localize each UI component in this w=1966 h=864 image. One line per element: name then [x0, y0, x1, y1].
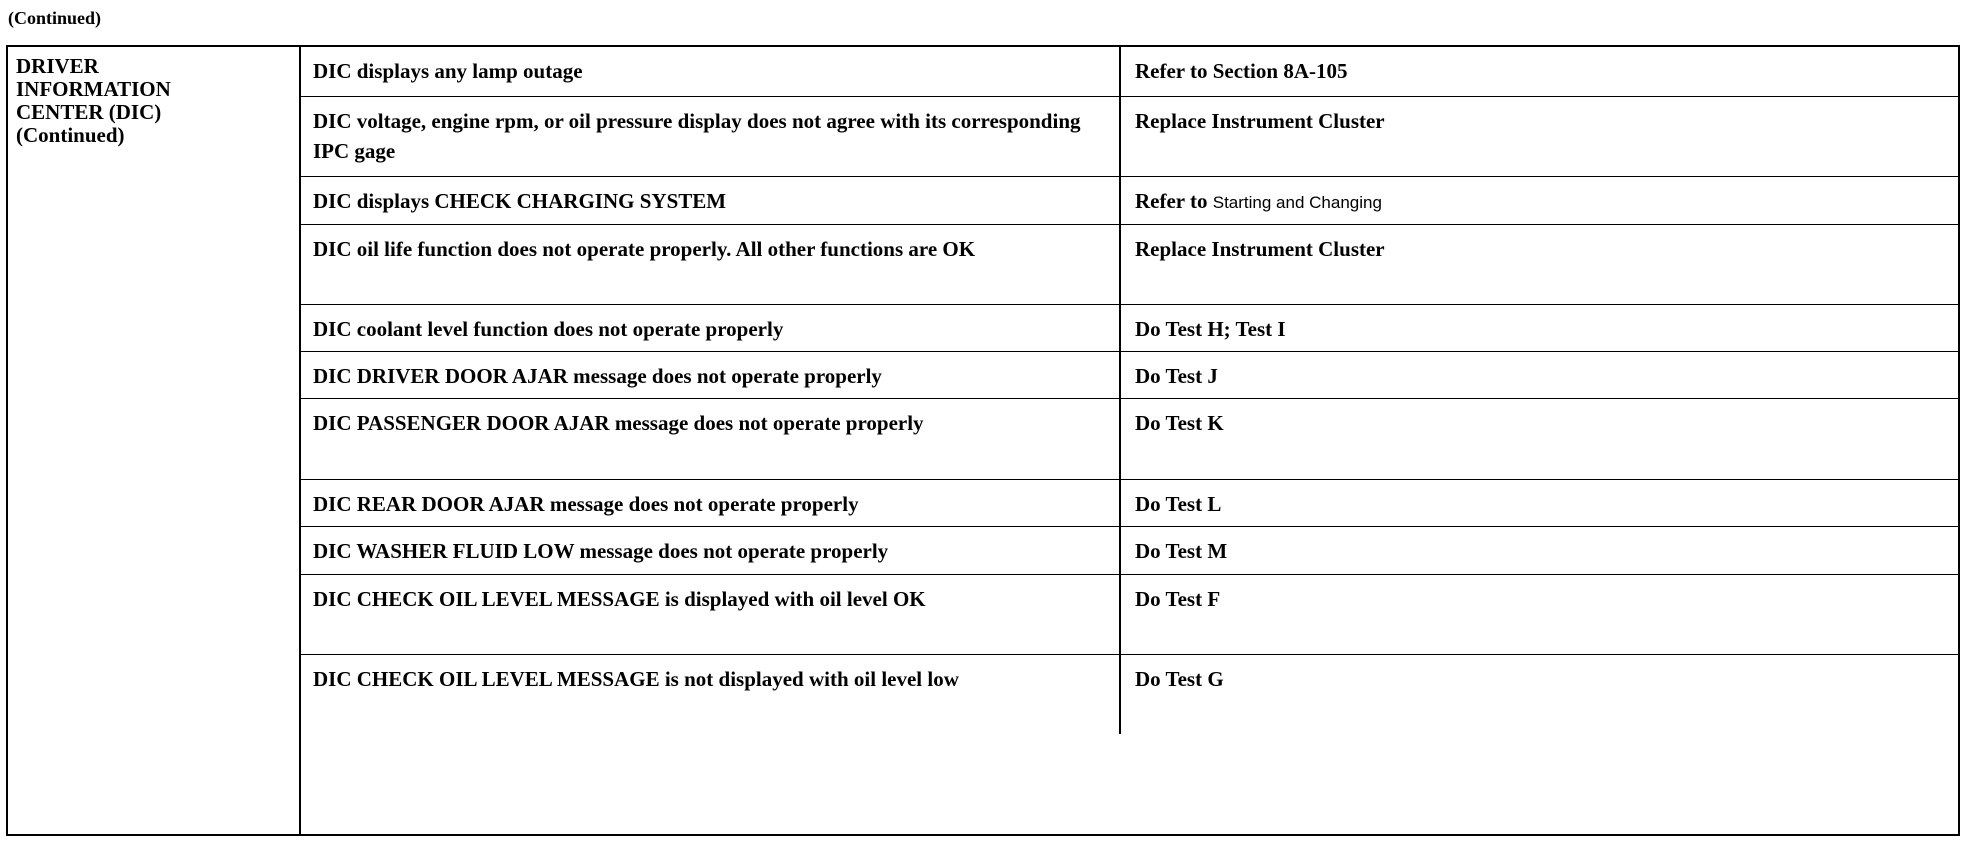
table-row [301, 399, 1958, 480]
table-row [301, 47, 1958, 97]
action-text: Do Test M [1135, 539, 1228, 563]
table-row [301, 352, 1958, 399]
symptom-cell: DIC PASSENGER DOOR AJAR message does not operate properly [301, 399, 1121, 479]
symptom-cell: DIC oil life function does not operate properly. All other functions are OK [301, 225, 1121, 304]
action-cell [1121, 47, 1958, 96]
symptom-cell: DIC CHECK OIL LEVEL MESSAGE is not displayed with oil level low [301, 655, 1121, 734]
system-line: DRIVER [16, 54, 99, 78]
continued-label: (Continued) [8, 8, 102, 28]
action-text: Replace Instrument Cluster [1135, 109, 1385, 133]
symptom-cell: DIC coolant level function does not operate properly [301, 305, 1121, 351]
action-cell [1121, 527, 1958, 574]
action-text: Refer to Section 8A-105 [1135, 59, 1348, 83]
table-row [301, 575, 1958, 655]
action-text: Refer to [1135, 189, 1208, 213]
table-row [301, 480, 1958, 527]
symptom-cell: DIC displays any lamp outage [301, 47, 1121, 96]
table-row [301, 97, 1958, 177]
symptom-cell: DIC voltage, engine rpm, or oil pressure display does not agree with its corresponding IPC gage [301, 97, 1121, 176]
action-text: Do Test L [1135, 492, 1222, 516]
action-cell [1121, 399, 1958, 479]
action-cell [1121, 97, 1958, 176]
action-cell [1121, 352, 1958, 398]
system-line: INFORMATION [16, 77, 171, 101]
action-cell [1121, 575, 1958, 654]
diagnosis-table [6, 45, 1960, 836]
system-cell [8, 47, 301, 834]
table-row [301, 225, 1958, 305]
table-row [301, 177, 1958, 225]
symptom-cell: DIC displays CHECK CHARGING SYSTEM [301, 177, 1121, 224]
symptom-cell: DIC DRIVER DOOR AJAR message does not operate properly [301, 352, 1121, 398]
action-cell [1121, 305, 1958, 351]
system-line: CENTER (DIC) [16, 100, 162, 124]
table-row [301, 655, 1958, 734]
action-cell [1121, 480, 1958, 526]
table-rows [301, 47, 1958, 834]
action-text: Do Test J [1135, 364, 1218, 388]
action-reference: Starting and Changing [1212, 193, 1382, 212]
action-cell [1121, 655, 1958, 734]
action-cell [1121, 225, 1958, 304]
symptom-cell: DIC REAR DOOR AJAR message does not operate properly [301, 480, 1121, 526]
symptom-cell: DIC WASHER FLUID LOW message does not operate properly [301, 527, 1121, 574]
action-text: Do Test F [1135, 587, 1221, 611]
action-text: Do Test G [1135, 667, 1224, 691]
action-text: Do Test K [1135, 411, 1224, 435]
action-text: Do Test H; Test I [1135, 317, 1286, 341]
action-text: Replace Instrument Cluster [1135, 237, 1385, 261]
system-line: (Continued) [16, 123, 125, 147]
symptom-cell: DIC CHECK OIL LEVEL MESSAGE is displayed with oil level OK [301, 575, 1121, 654]
table-row [301, 305, 1958, 352]
table-row [301, 527, 1958, 575]
action-cell [1121, 177, 1958, 224]
